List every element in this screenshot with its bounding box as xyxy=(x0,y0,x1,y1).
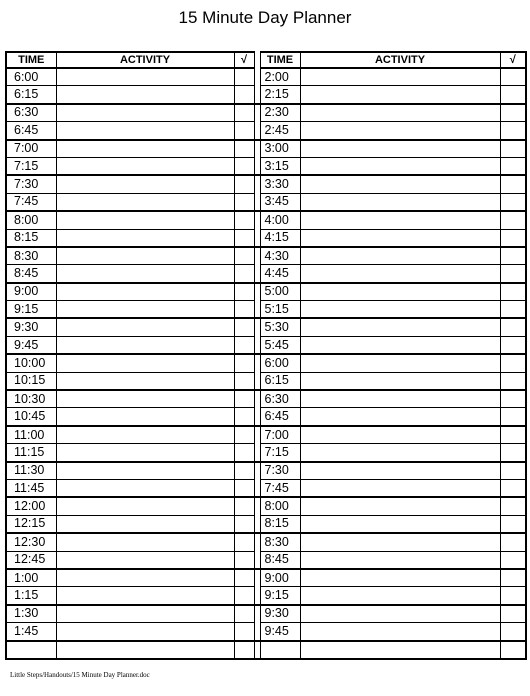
check-cell-right[interactable] xyxy=(500,211,526,229)
planner-row xyxy=(6,497,526,515)
check-cell-right[interactable] xyxy=(500,479,526,497)
check-cell-right[interactable] xyxy=(500,641,526,659)
time-cell-right: 5:45 xyxy=(260,336,300,354)
time-cell-left: 10:00 xyxy=(6,354,56,372)
time-cell-right: 8:45 xyxy=(260,551,300,569)
activity-cell-right[interactable] xyxy=(300,301,500,319)
activity-cell-left[interactable] xyxy=(56,157,234,175)
time-cell-left: 9:00 xyxy=(6,283,56,301)
check-cell-left[interactable] xyxy=(234,372,254,390)
planner-row xyxy=(6,301,526,319)
activity-cell-left[interactable] xyxy=(56,283,234,301)
check-cell-left[interactable] xyxy=(234,479,254,497)
activity-cell-right[interactable] xyxy=(300,533,500,551)
time-cell-right: 9:30 xyxy=(260,605,300,623)
activity-cell-right[interactable] xyxy=(300,283,500,301)
planner-row xyxy=(6,462,526,480)
time-cell-right: 3:45 xyxy=(260,193,300,211)
planner-row xyxy=(6,569,526,587)
check-cell-left[interactable] xyxy=(234,408,254,426)
time-cell-right: 4:15 xyxy=(260,229,300,247)
activity-cell-left[interactable] xyxy=(56,569,234,587)
activity-header-left: ACTIVITY xyxy=(56,52,234,68)
check-cell-left[interactable] xyxy=(234,157,254,175)
time-cell-left: 11:15 xyxy=(6,444,56,462)
check-cell-left[interactable] xyxy=(234,641,254,659)
activity-cell-left[interactable] xyxy=(56,390,234,408)
time-cell-left: 7:30 xyxy=(6,175,56,193)
planner-row xyxy=(6,408,526,426)
planner-row xyxy=(6,175,526,193)
planner-row xyxy=(6,515,526,533)
planner-row xyxy=(6,372,526,390)
check-cell-left[interactable] xyxy=(234,283,254,301)
time-cell-left: 1:30 xyxy=(6,605,56,623)
activity-header-right: ACTIVITY xyxy=(300,52,500,68)
check-cell-left[interactable] xyxy=(234,605,254,623)
activity-cell-right[interactable] xyxy=(300,444,500,462)
check-cell-right[interactable] xyxy=(500,515,526,533)
header-row xyxy=(6,52,526,68)
activity-cell-right[interactable] xyxy=(300,372,500,390)
check-cell-right[interactable] xyxy=(500,104,526,122)
check-cell-right[interactable] xyxy=(500,301,526,319)
activity-cell-left[interactable] xyxy=(56,533,234,551)
planner-row xyxy=(6,86,526,104)
activity-cell-right[interactable] xyxy=(300,175,500,193)
check-cell-left[interactable] xyxy=(234,301,254,319)
activity-cell-left[interactable] xyxy=(56,336,234,354)
check-header-right: √ xyxy=(500,52,526,68)
footer-path: Little Steps/Handouts/15 Minute Day Planner.doc xyxy=(10,671,150,679)
check-cell-right[interactable] xyxy=(500,462,526,480)
activity-cell-right[interactable] xyxy=(300,86,500,104)
activity-cell-right[interactable] xyxy=(300,354,500,372)
activity-cell-left[interactable] xyxy=(56,623,234,641)
check-cell-left[interactable] xyxy=(234,426,254,444)
check-cell-left[interactable] xyxy=(234,140,254,158)
check-cell-left[interactable] xyxy=(234,175,254,193)
check-cell-right[interactable] xyxy=(500,229,526,247)
check-cell-right[interactable] xyxy=(500,444,526,462)
check-cell-right[interactable] xyxy=(500,408,526,426)
check-cell-left[interactable] xyxy=(234,104,254,122)
planner-row xyxy=(6,211,526,229)
page-title: 15 Minute Day Planner xyxy=(178,8,352,27)
check-cell-right[interactable] xyxy=(500,265,526,283)
activity-cell-right[interactable] xyxy=(300,515,500,533)
time-cell-left: 6:45 xyxy=(6,122,56,140)
time-cell-left: 6:15 xyxy=(6,86,56,104)
time-cell-left: 11:00 xyxy=(6,426,56,444)
check-cell-left[interactable] xyxy=(234,211,254,229)
time-cell-left: 12:15 xyxy=(6,515,56,533)
check-cell-right[interactable] xyxy=(500,193,526,211)
check-cell-left[interactable] xyxy=(234,551,254,569)
time-cell-right: 5:15 xyxy=(260,301,300,319)
check-cell-right[interactable] xyxy=(500,318,526,336)
check-cell-left[interactable] xyxy=(234,68,254,86)
time-cell-left: 1:15 xyxy=(6,587,56,605)
check-cell-left[interactable] xyxy=(234,390,254,408)
time-cell-left: 10:30 xyxy=(6,390,56,408)
planner-row xyxy=(6,479,526,497)
activity-cell-left[interactable] xyxy=(56,497,234,515)
activity-cell-right[interactable] xyxy=(300,605,500,623)
check-cell-left[interactable] xyxy=(234,587,254,605)
activity-cell-left[interactable] xyxy=(56,140,234,158)
time-cell-left: 8:15 xyxy=(6,229,56,247)
check-cell-left[interactable] xyxy=(234,229,254,247)
check-cell-left[interactable] xyxy=(234,569,254,587)
activity-cell-right[interactable] xyxy=(300,390,500,408)
check-cell-left[interactable] xyxy=(234,193,254,211)
planner-row xyxy=(6,587,526,605)
planner-row xyxy=(6,265,526,283)
check-cell-left[interactable] xyxy=(234,336,254,354)
time-cell-right: 9:15 xyxy=(260,587,300,605)
activity-cell-left[interactable] xyxy=(56,444,234,462)
check-cell-right[interactable] xyxy=(500,551,526,569)
planner-row xyxy=(6,193,526,211)
check-cell-right[interactable] xyxy=(500,372,526,390)
activity-cell-left[interactable] xyxy=(56,104,234,122)
planner-row xyxy=(6,623,526,641)
activity-cell-left[interactable] xyxy=(56,551,234,569)
time-cell-left: 7:15 xyxy=(6,157,56,175)
check-cell-left[interactable] xyxy=(234,444,254,462)
planner-row xyxy=(6,390,526,408)
activity-cell-right[interactable] xyxy=(300,569,500,587)
activity-cell-right[interactable] xyxy=(300,193,500,211)
activity-cell-right[interactable] xyxy=(300,229,500,247)
check-cell-right[interactable] xyxy=(500,497,526,515)
time-cell-right: 2:30 xyxy=(260,104,300,122)
time-cell-left: 6:00 xyxy=(6,68,56,86)
activity-cell-left[interactable] xyxy=(56,318,234,336)
activity-cell-right[interactable] xyxy=(300,140,500,158)
activity-cell-left[interactable] xyxy=(56,426,234,444)
time-cell-left: 8:45 xyxy=(6,265,56,283)
check-cell-left[interactable] xyxy=(234,265,254,283)
check-cell-left[interactable] xyxy=(234,497,254,515)
time-cell-right: 6:00 xyxy=(260,354,300,372)
planner-row xyxy=(6,426,526,444)
activity-cell-left[interactable] xyxy=(56,68,234,86)
activity-cell-left[interactable] xyxy=(56,515,234,533)
check-cell-right[interactable] xyxy=(500,587,526,605)
planner-row xyxy=(6,68,526,86)
planner-row xyxy=(6,247,526,265)
check-header-left: √ xyxy=(234,52,254,68)
check-cell-right[interactable] xyxy=(500,157,526,175)
check-cell-left[interactable] xyxy=(234,86,254,104)
time-cell-left: 12:30 xyxy=(6,533,56,551)
activity-cell-left[interactable] xyxy=(56,86,234,104)
check-cell-left[interactable] xyxy=(234,462,254,480)
time-cell-right: 9:00 xyxy=(260,569,300,587)
activity-cell-right[interactable] xyxy=(300,479,500,497)
activity-cell-left[interactable] xyxy=(56,641,234,659)
activity-cell-left[interactable] xyxy=(56,175,234,193)
activity-cell-right[interactable] xyxy=(300,157,500,175)
check-cell-right[interactable] xyxy=(500,605,526,623)
time-cell-right xyxy=(260,641,300,659)
check-cell-right[interactable] xyxy=(500,426,526,444)
time-cell-right: 5:00 xyxy=(260,283,300,301)
planner-row xyxy=(6,122,526,140)
planner-row xyxy=(6,354,526,372)
time-cell-right: 5:30 xyxy=(260,318,300,336)
check-cell-left[interactable] xyxy=(234,122,254,140)
activity-cell-left[interactable] xyxy=(56,265,234,283)
activity-cell-right[interactable] xyxy=(300,318,500,336)
time-cell-left: 1:45 xyxy=(6,623,56,641)
time-cell-left: 11:30 xyxy=(6,462,56,480)
activity-cell-right[interactable] xyxy=(300,265,500,283)
time-cell-right: 6:15 xyxy=(260,372,300,390)
time-cell-right: 3:00 xyxy=(260,140,300,158)
time-cell-right: 7:00 xyxy=(260,426,300,444)
planner-row xyxy=(6,140,526,158)
time-cell-left: 7:00 xyxy=(6,140,56,158)
planner-row xyxy=(6,157,526,175)
check-cell-right[interactable] xyxy=(500,68,526,86)
time-cell-right: 8:30 xyxy=(260,533,300,551)
time-cell-right: 2:00 xyxy=(260,68,300,86)
check-cell-left[interactable] xyxy=(234,533,254,551)
planner-row xyxy=(6,605,526,623)
planner-row xyxy=(6,318,526,336)
time-cell-left: 1:00 xyxy=(6,569,56,587)
planner-body xyxy=(6,68,526,659)
planner-row xyxy=(6,533,526,551)
activity-cell-left[interactable] xyxy=(56,247,234,265)
time-cell-right: 7:30 xyxy=(260,462,300,480)
check-cell-right[interactable] xyxy=(500,86,526,104)
time-cell-left: 8:30 xyxy=(6,247,56,265)
planner-table xyxy=(5,51,527,660)
check-cell-left[interactable] xyxy=(234,354,254,372)
activity-cell-right[interactable] xyxy=(300,462,500,480)
time-cell-left: 6:30 xyxy=(6,104,56,122)
planner-row xyxy=(6,444,526,462)
activity-cell-left[interactable] xyxy=(56,587,234,605)
activity-cell-right[interactable] xyxy=(300,426,500,444)
activity-cell-left[interactable] xyxy=(56,229,234,247)
time-cell-left: 10:45 xyxy=(6,408,56,426)
activity-cell-left[interactable] xyxy=(56,122,234,140)
activity-cell-right[interactable] xyxy=(300,247,500,265)
time-cell-left: 7:45 xyxy=(6,193,56,211)
activity-cell-right[interactable] xyxy=(300,122,500,140)
time-cell-right: 2:15 xyxy=(260,86,300,104)
time-cell-left: 8:00 xyxy=(6,211,56,229)
check-cell-left[interactable] xyxy=(234,318,254,336)
planner-row xyxy=(6,641,526,659)
time-cell-right: 4:45 xyxy=(260,265,300,283)
check-cell-right[interactable] xyxy=(500,247,526,265)
check-cell-right[interactable] xyxy=(500,283,526,301)
time-cell-left: 10:15 xyxy=(6,372,56,390)
time-cell-left xyxy=(6,641,56,659)
time-cell-left: 12:00 xyxy=(6,497,56,515)
activity-cell-right[interactable] xyxy=(300,104,500,122)
check-cell-right[interactable] xyxy=(500,354,526,372)
check-cell-right[interactable] xyxy=(500,623,526,641)
time-cell-left: 9:30 xyxy=(6,318,56,336)
activity-cell-left[interactable] xyxy=(56,193,234,211)
activity-cell-right[interactable] xyxy=(300,587,500,605)
check-cell-left[interactable] xyxy=(234,623,254,641)
time-cell-right: 7:45 xyxy=(260,479,300,497)
time-cell-right: 3:15 xyxy=(260,157,300,175)
time-cell-left: 9:45 xyxy=(6,336,56,354)
activity-cell-left[interactable] xyxy=(56,354,234,372)
time-cell-right: 6:30 xyxy=(260,390,300,408)
time-cell-left: 12:45 xyxy=(6,551,56,569)
activity-cell-right[interactable] xyxy=(300,551,500,569)
activity-cell-right[interactable] xyxy=(300,623,500,641)
time-cell-right: 4:30 xyxy=(260,247,300,265)
activity-cell-right[interactable] xyxy=(300,641,500,659)
planner-row xyxy=(6,229,526,247)
activity-cell-right[interactable] xyxy=(300,68,500,86)
check-cell-right[interactable] xyxy=(500,533,526,551)
check-cell-right[interactable] xyxy=(500,390,526,408)
activity-cell-right[interactable] xyxy=(300,336,500,354)
time-cell-right: 3:30 xyxy=(260,175,300,193)
planner-row xyxy=(6,336,526,354)
check-cell-left[interactable] xyxy=(234,247,254,265)
time-cell-right: 7:15 xyxy=(260,444,300,462)
time-cell-right: 2:45 xyxy=(260,122,300,140)
check-cell-right[interactable] xyxy=(500,122,526,140)
time-header-right: TIME xyxy=(260,52,300,68)
time-cell-right: 4:00 xyxy=(260,211,300,229)
activity-cell-left[interactable] xyxy=(56,462,234,480)
activity-cell-left[interactable] xyxy=(56,211,234,229)
check-cell-left[interactable] xyxy=(234,515,254,533)
check-cell-right[interactable] xyxy=(500,569,526,587)
time-cell-right: 6:45 xyxy=(260,408,300,426)
time-cell-left: 11:45 xyxy=(6,479,56,497)
activity-cell-left[interactable] xyxy=(56,479,234,497)
time-cell-right: 8:15 xyxy=(260,515,300,533)
time-cell-right: 9:45 xyxy=(260,623,300,641)
check-cell-right[interactable] xyxy=(500,140,526,158)
time-cell-left: 9:15 xyxy=(6,301,56,319)
activity-cell-left[interactable] xyxy=(56,408,234,426)
check-cell-right[interactable] xyxy=(500,336,526,354)
planner-row xyxy=(6,551,526,569)
check-cell-right[interactable] xyxy=(500,175,526,193)
activity-cell-left[interactable] xyxy=(56,605,234,623)
time-cell-right: 8:00 xyxy=(260,497,300,515)
planner-row xyxy=(6,283,526,301)
planner-row xyxy=(6,104,526,122)
activity-cell-right[interactable] xyxy=(300,408,500,426)
activity-cell-left[interactable] xyxy=(56,372,234,390)
activity-cell-right[interactable] xyxy=(300,211,500,229)
activity-cell-left[interactable] xyxy=(56,301,234,319)
activity-cell-right[interactable] xyxy=(300,497,500,515)
time-header-left: TIME xyxy=(6,52,56,68)
